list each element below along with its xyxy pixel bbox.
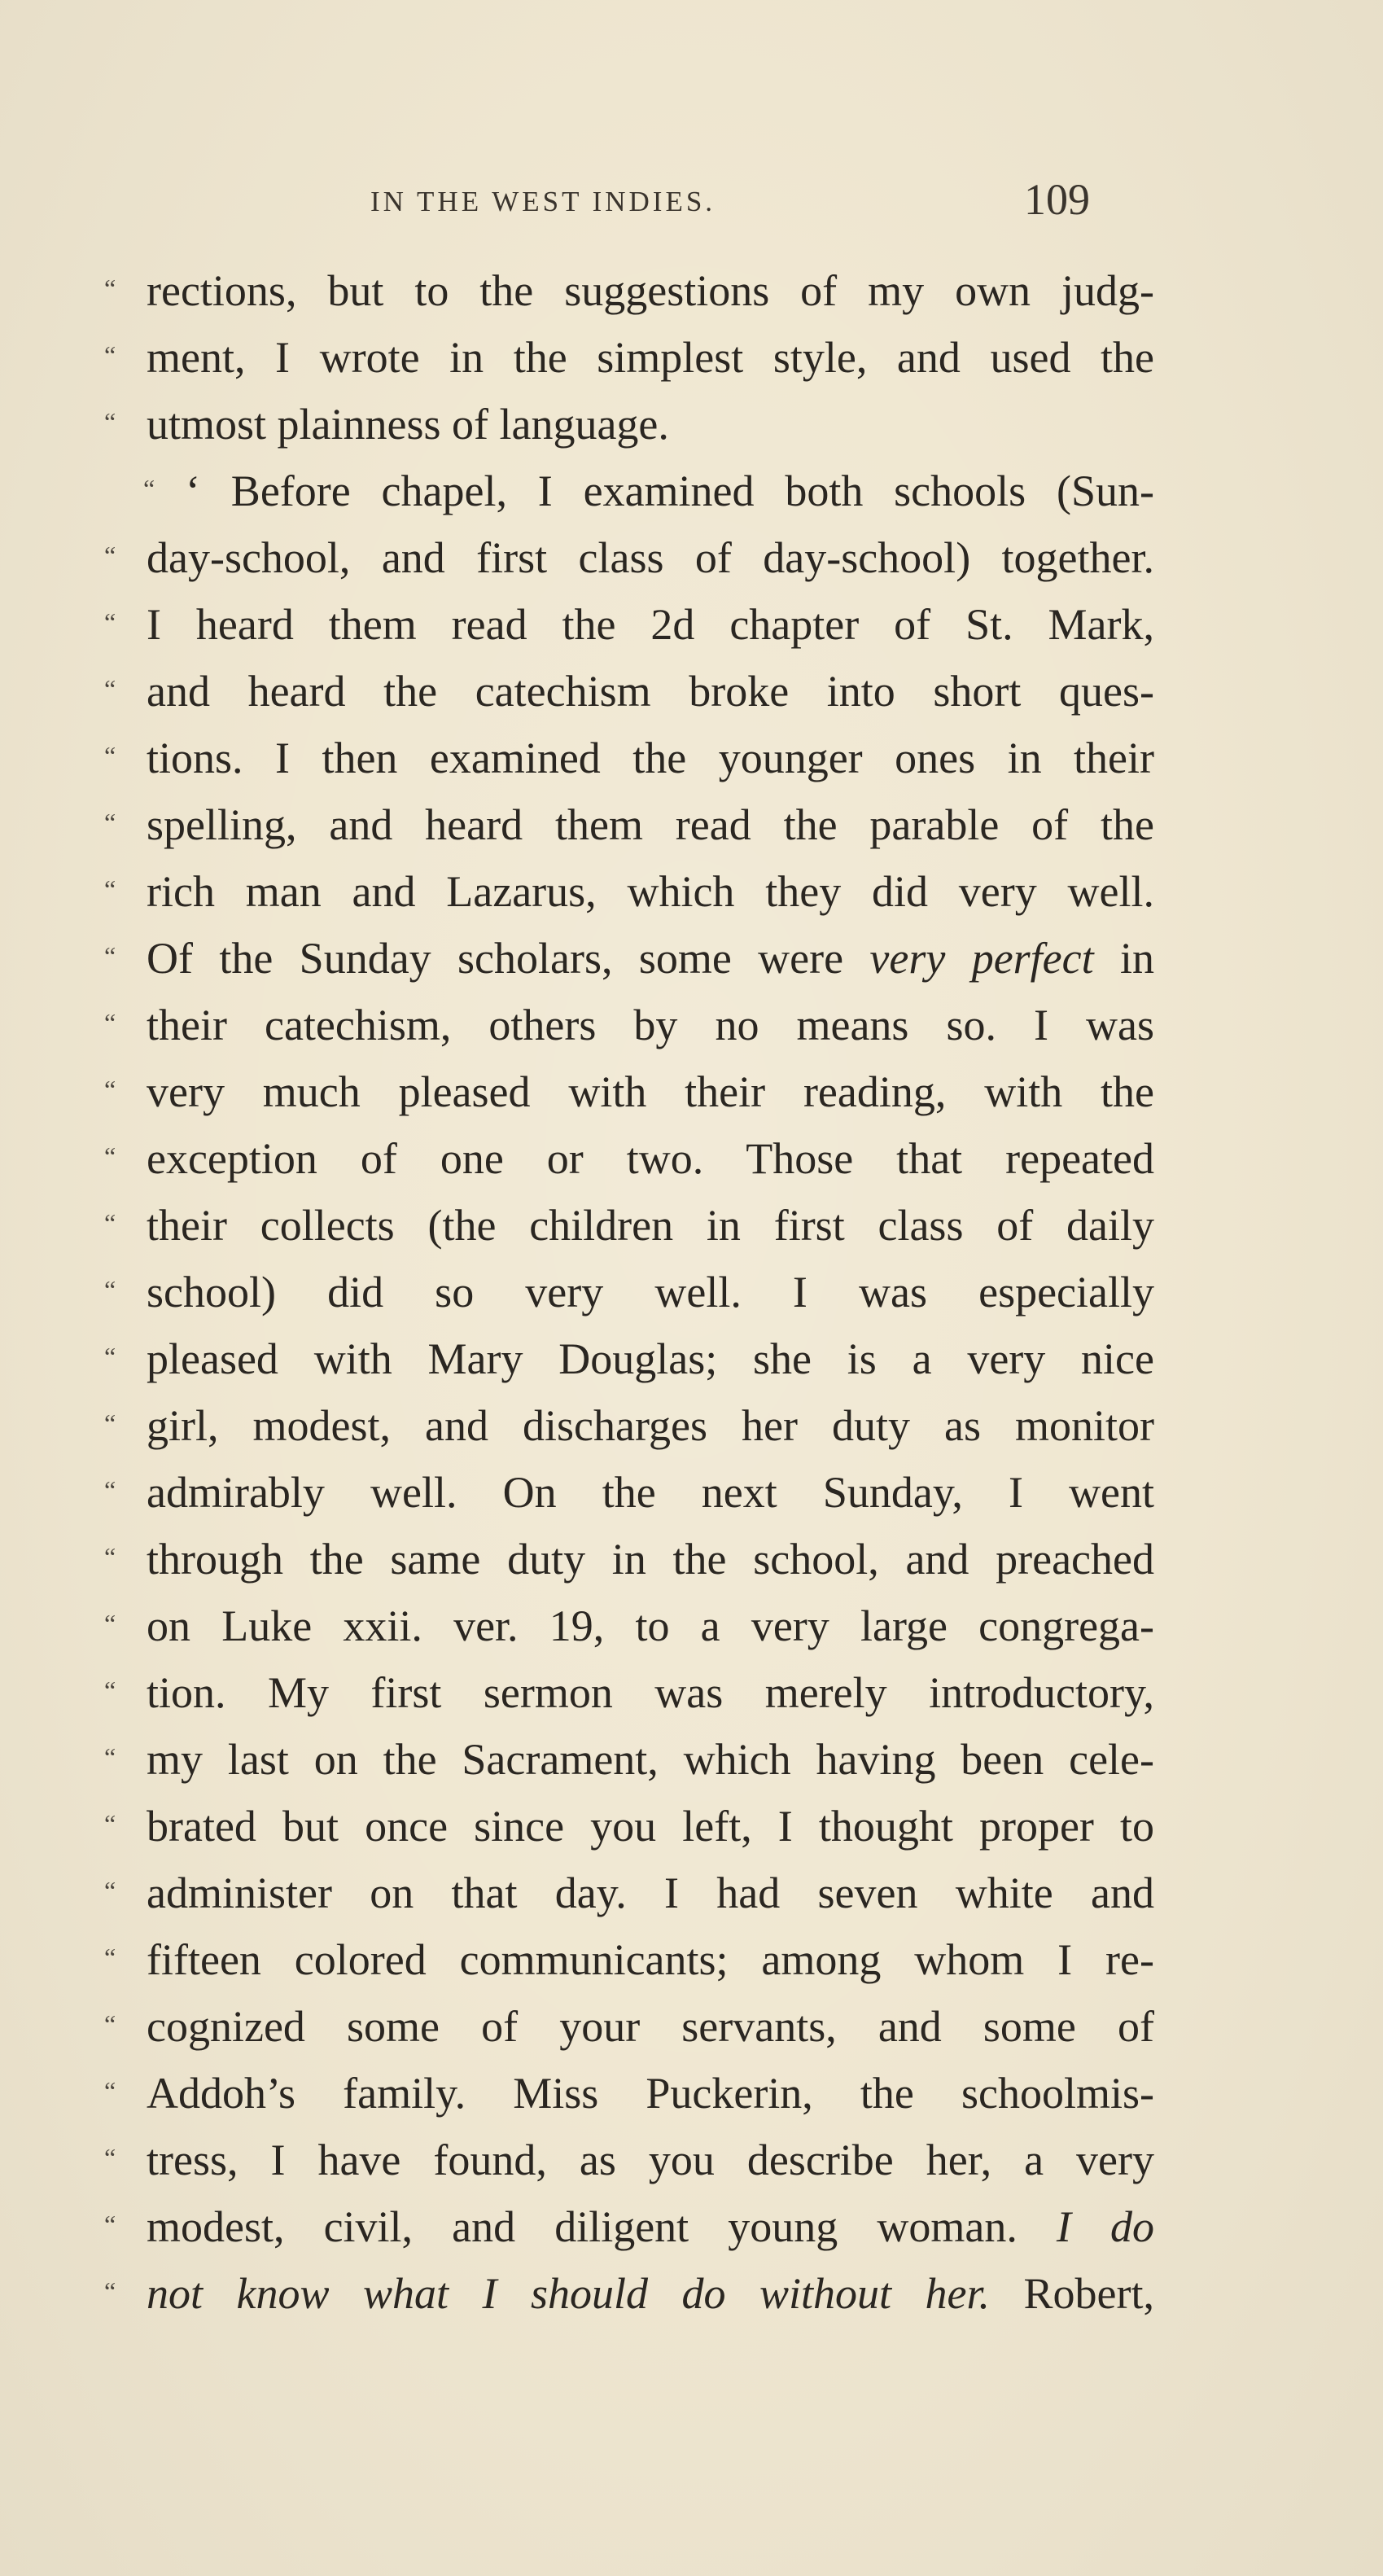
quote-mark: “ [104, 1208, 116, 1238]
line-text: tion. My first sermon was merely introductory, [147, 1668, 1154, 1717]
quote-mark: “ [104, 874, 116, 904]
line-text: modest, civil, and diligent young woman. I do [147, 2202, 1154, 2251]
quote-mark: “ [104, 941, 116, 970]
text-line [104, 1392, 1154, 1459]
running-head: IN THE WEST INDIES. [370, 186, 716, 217]
text-line [104, 1058, 1154, 1125]
line-text: their collects (the children in first class of daily [147, 1201, 1154, 1250]
line-text: their catechism, others by no means so. I was [147, 1001, 1154, 1049]
line-text: cognized some of your servants, and some of [147, 2002, 1154, 2051]
text-line [104, 1459, 1154, 1526]
emphasis: I do [1056, 2202, 1154, 2251]
line-text: tions. I then examined the younger ones in their [147, 734, 1154, 782]
line-text: Addoh’s family. Miss Puckerin, the schoolmis- [147, 2069, 1154, 2118]
text-line [104, 925, 1154, 992]
line-text: day-school, and first class of day-school) together. [147, 533, 1154, 582]
quote-mark: “ [143, 474, 155, 503]
quote-mark: “ [104, 2076, 116, 2105]
line-text: not know what I should do without her. Robert, [147, 2269, 1154, 2318]
line-text: pleased with Mary Douglas; she is a very nice [147, 1334, 1154, 1383]
quote-mark: “ [104, 607, 116, 637]
text-line [104, 391, 1154, 458]
line-text: brated but once since you left, I thought proper to [147, 1802, 1154, 1851]
line-text: admirably well. On the next Sunday, I went [147, 1468, 1154, 1517]
quote-mark: “ [104, 1008, 116, 1037]
emphasis: very perfect [869, 934, 1094, 983]
quote-mark: “ [104, 1609, 116, 1638]
line-text: utmost plainness of language. [147, 400, 669, 449]
text-line [104, 257, 1154, 324]
text-line [104, 2260, 1154, 2327]
quote-mark: “ [104, 2143, 116, 2172]
page-number: 109 [1024, 175, 1090, 224]
text-line [104, 2127, 1154, 2193]
quote-mark: “ [104, 1676, 116, 1705]
quote-mark: “ [104, 1275, 116, 1304]
line-text: and heard the catechism broke into short ques- [147, 667, 1154, 716]
quote-mark: “ [104, 1876, 116, 1905]
text-line [104, 791, 1154, 858]
page-header [0, 0, 1383, 261]
text-line [104, 591, 1154, 658]
quote-mark: “ [104, 1542, 116, 1571]
quote-mark: “ [104, 340, 116, 370]
text-line [104, 658, 1154, 725]
text-line [104, 1926, 1154, 1993]
quote-mark: “ [104, 2009, 116, 2039]
line-text: ‘ Before chapel, I examined both schools (Sun- [186, 467, 1154, 515]
line-text: spelling, and heard them read the parable of the [147, 800, 1154, 849]
quote-mark: “ [104, 1943, 116, 1972]
line-text: rich man and Lazarus, which they did very well. [147, 867, 1154, 916]
line-text: I heard them read the 2d chapter of St. Mark, [147, 600, 1154, 649]
emphasis: not know what I should do without her. [147, 2269, 991, 2318]
line-text: fifteen colored communicants; among whom I re- [147, 1935, 1154, 1984]
quote-mark: “ [104, 1075, 116, 1104]
line-text: on Luke xxii. ver. 19, to a very large congrega- [147, 1601, 1154, 1650]
quote-mark: “ [104, 1475, 116, 1505]
text-line [104, 324, 1154, 391]
line-text: Of the Sunday scholars, some were very perfect in [147, 934, 1154, 983]
quote-mark: “ [104, 2210, 116, 2239]
quote-mark: “ [104, 541, 116, 570]
line-text: ment, I wrote in the simplest style, and used the [147, 333, 1154, 382]
text-line [104, 992, 1154, 1058]
text-line [104, 458, 1154, 524]
text-line [104, 1526, 1154, 1592]
quote-mark: “ [104, 1408, 116, 1438]
text-line [104, 1192, 1154, 1259]
line-text: very much pleased with their reading, with the [147, 1067, 1154, 1116]
line-text: tress, I have found, as you describe her, a very [147, 2136, 1154, 2184]
line-text: through the same duty in the school, and preached [147, 1535, 1154, 1584]
line-text: rections, but to the suggestions of my own judg- [147, 266, 1154, 315]
line-text: my last on the Sacrament, which having been cele- [147, 1735, 1154, 1784]
line-text: school) did so very well. I was especially [147, 1268, 1154, 1316]
line-text: exception of one or two. Those that repeated [147, 1134, 1154, 1183]
line-text: girl, modest, and discharges her duty as monitor [147, 1401, 1154, 1450]
text-line [104, 1793, 1154, 1860]
quote-mark: “ [104, 1342, 116, 1371]
text-line [104, 1325, 1154, 1392]
text-line [104, 1726, 1154, 1793]
quote-mark: “ [104, 274, 116, 303]
text-line [104, 1259, 1154, 1325]
quote-mark: “ [104, 1809, 116, 1838]
text-line [104, 2193, 1154, 2260]
text-line [104, 858, 1154, 925]
quote-mark: “ [104, 2276, 116, 2306]
text-line [104, 2060, 1154, 2127]
text-line [104, 1860, 1154, 1926]
quote-mark: “ [104, 808, 116, 837]
quote-mark: “ [104, 1742, 116, 1772]
text-line [104, 524, 1154, 591]
quote-mark: “ [104, 1141, 116, 1171]
quote-mark: “ [104, 741, 116, 770]
text-line [104, 1592, 1154, 1659]
text-line [104, 1125, 1154, 1192]
text-line [104, 725, 1154, 791]
line-text: administer on that day. I had seven white and [147, 1868, 1154, 1917]
text-line [104, 1659, 1154, 1726]
text-line [104, 1993, 1154, 2060]
quote-mark: “ [104, 674, 116, 703]
quote-mark: “ [104, 407, 116, 436]
